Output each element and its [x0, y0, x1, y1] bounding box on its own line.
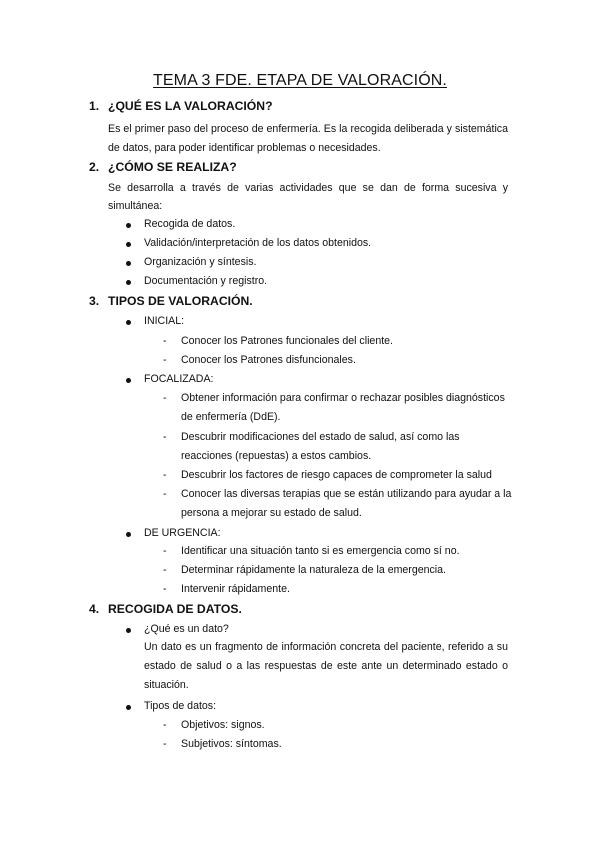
section-heading-3: 3. TIPOS DE VALORACIÓN.: [89, 294, 253, 308]
paragraph-line: Se desarrolla a través de varias actividades que se dan de forma sucesiva y: [108, 182, 508, 194]
paragraph-line: Es el primer paso del proceso de enfermería. Es la recogida deliberada y sistemática: [108, 123, 508, 135]
paragraph-line: situación.: [144, 679, 189, 691]
section-heading-4: 4. RECOGIDA DE DATOS.: [89, 602, 242, 616]
paragraph-line: Un dato es un fragmento de información concreta del paciente, referido a su: [144, 641, 508, 653]
section-heading-2: 2. ¿CÓMO SE REALIZA?: [89, 160, 237, 174]
document-page: TEMA 3 FDE. ETAPA DE VALORACIÓN. 1. ¿QUÉ ES LA VALORACIÓN? Es el primer paso del proceso de enfermería. Es la recogida deliberada y sistemática de datos, para poder identificar problemas o necesidades. 2. ¿CÓMO SE REALIZA? Se desarrolla a través de varias actividades que se dan de forma sucesiva y simultánea: Recogida de datos. Validación/interpretación de los datos obtenidos. Organización y síntesis. Documentación y registro. 3. TIPOS DE VALORACIÓN. INICIAL: Conocer los Patrones funcionales del cliente. Conocer los Patrones disfuncionales. FOCALIZADA: Obtener información para confirmar o rechazar posibles diagnósticos de enfermería (DdE). Descubrir modificaciones del estado de salud, así como las reacciones (repuestas) a estos cambios. Descubrir los factores de riesgo capaces de comprometer la salud Conocer las diversas terapias que se están utilizando para ayudar a la persona a mejorar su estado de salud. DE URGENCIA: Identificar una situación tanto si es emergencia como sí no. Determinar rápidamente la naturaleza de la emergencia. Intervenir rápidamente. 4. RECOGIDA DE DATOS. ¿Qué es un dato? Un dato es un fragmento de información concreta del paciente, referido a su estado de salud o a las respuestas de este ante un determinado estado o situación. Tipos de datos: Objetivos: signos. Subjetivos: síntomas.: [0, 0, 600, 848]
page-title: TEMA 3 FDE. ETAPA DE VALORACIÓN.: [153, 72, 447, 89]
sub-list-item-continuation: persona a mejorar su estado de salud.: [181, 507, 362, 519]
sub-list-item-continuation: reacciones (repuestas) a estos cambios.: [181, 450, 372, 462]
paragraph-line: estado de salud o a las respuestas de este ante un determinado estado o: [144, 660, 508, 672]
section-heading-1: 1. ¿QUÉ ES LA VALORACIÓN?: [89, 99, 273, 113]
paragraph-line: de datos, para poder identificar problemas o necesidades.: [108, 142, 381, 154]
sub-list-item-continuation: de enfermería (DdE).: [181, 411, 281, 423]
paragraph-line: simultánea:: [108, 200, 163, 212]
